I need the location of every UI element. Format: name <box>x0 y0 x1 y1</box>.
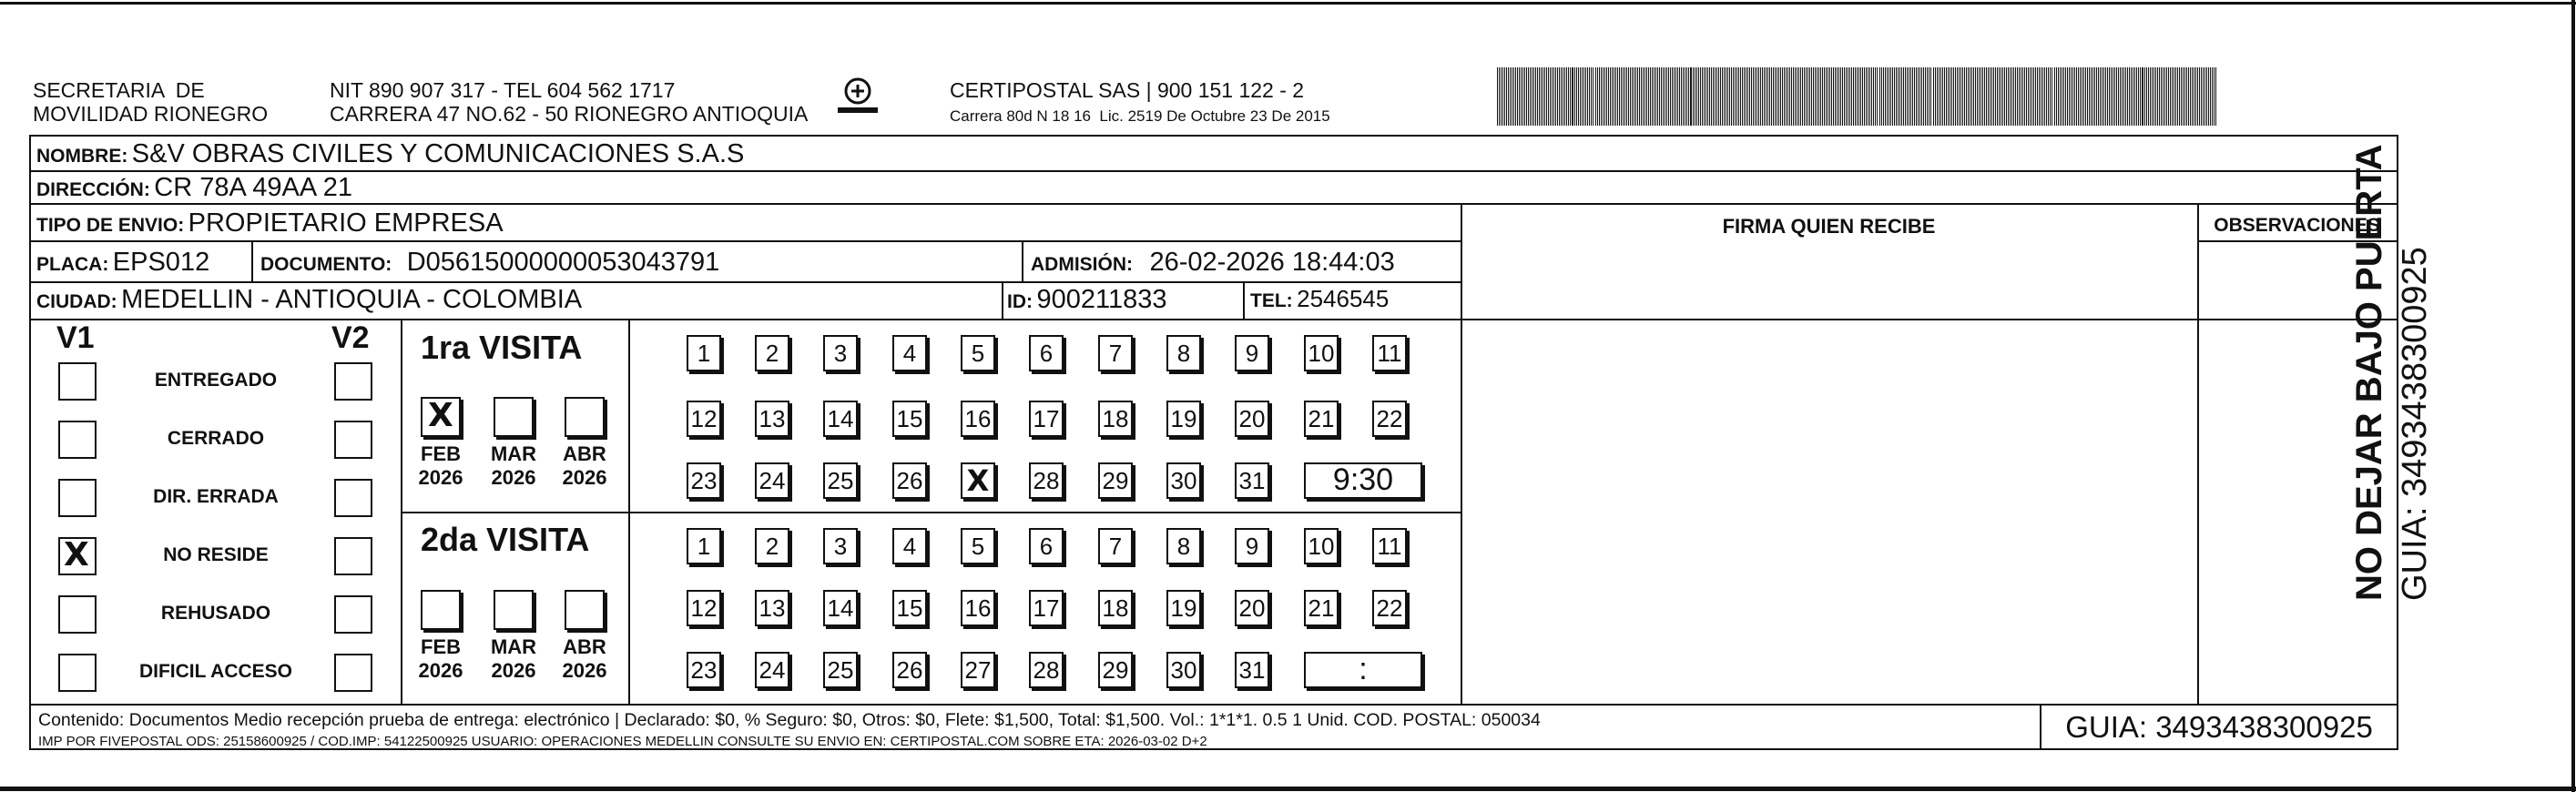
first-visit-day-box[interactable]: 26 <box>892 462 927 499</box>
v1-checkbox[interactable] <box>58 537 97 575</box>
admision-field <box>1031 248 1395 278</box>
side-warning: NO DEJAR BAJO PUERTA <box>2349 144 2389 601</box>
second-visit-day-box[interactable]: 24 <box>755 652 789 688</box>
documento-label: DOCUMENTO: <box>260 254 392 275</box>
first-visit-day-box[interactable]: 1 <box>687 335 721 371</box>
first-visit-month-box[interactable] <box>421 397 461 437</box>
direccion-field <box>36 173 352 203</box>
second-visit-day-box[interactable]: 13 <box>755 590 789 626</box>
second-visit-day-box[interactable]: 8 <box>1166 528 1201 564</box>
month-year: 2026 <box>562 659 607 682</box>
tel-value: 2546545 <box>1297 285 1390 312</box>
first-visit-day-box[interactable]: 5 <box>961 335 995 371</box>
second-visit-day-box[interactable]: 19 <box>1166 590 1201 626</box>
second-visit-day-box[interactable]: 1 <box>687 528 721 564</box>
id-field <box>1007 285 1166 315</box>
month-name: MAR <box>490 442 537 465</box>
v1-checkbox[interactable] <box>58 654 97 692</box>
first-visit-day-box[interactable]: 28 <box>1029 462 1064 499</box>
second-visit-month-label <box>409 635 473 683</box>
second-visit-time-box[interactable]: : <box>1304 652 1422 688</box>
first-visit-day-box[interactable]: 22 <box>1372 401 1407 437</box>
first-visit-day-box[interactable]: 15 <box>892 401 927 437</box>
nit-line: NIT 890 907 317 - TEL 604 562 1717 <box>330 78 676 102</box>
nombre-field <box>36 139 744 169</box>
carrier-line: CERTIPOSTAL SAS | 900 151 122 - 2 <box>950 78 1305 102</box>
second-visit-day-box[interactable]: 14 <box>823 590 858 626</box>
first-visit-day-box[interactable]: 25 <box>823 462 858 499</box>
second-visit-day-box[interactable]: 12 <box>687 590 721 626</box>
v2-checkbox[interactable] <box>334 537 372 575</box>
check-mark: X <box>64 536 89 574</box>
tipo-envio-field <box>36 208 504 239</box>
nombre-label: NOMBRE: <box>36 146 128 167</box>
v2-checkbox[interactable] <box>334 362 372 401</box>
first-visit-month-box[interactable] <box>494 397 534 437</box>
sender-line-1: SECRETARIA DE <box>33 78 205 102</box>
v2-checkbox[interactable] <box>334 421 372 459</box>
second-visit-day-box[interactable]: 2 <box>755 528 789 564</box>
second-visit-month-box[interactable] <box>565 590 605 630</box>
first-visit-day-box[interactable]: 14 <box>823 401 858 437</box>
observaciones-label: OBSERVACIONES <box>2214 215 2380 236</box>
id-label: ID: <box>1007 291 1033 312</box>
status-option-label: REHUSADO <box>160 603 271 624</box>
check-mark: X <box>966 463 990 498</box>
second-visit-day-box[interactable]: 22 <box>1372 590 1407 626</box>
status-option-label: CERRADO <box>167 428 265 449</box>
first-visit-day-box[interactable]: 9 <box>1235 335 1269 371</box>
month-name: FEB <box>421 442 461 465</box>
v1-checkbox[interactable] <box>58 595 97 634</box>
footer-content-line: Contenido: Documentos Medio recepción prueba de entrega: electrónico | Declarado: $0, % Seguro: $0, Otros: $0, Flete: $1,500, Total: $1,500. Vol.: 1*1*1. 0.5 1 Unid. COD. POSTAL: 050034 <box>38 710 1541 730</box>
check-mark: X <box>428 397 453 434</box>
month-name: FEB <box>421 635 461 658</box>
second-visit-day-box[interactable]: 10 <box>1304 528 1339 564</box>
second-visit-day-box[interactable]: 15 <box>892 590 927 626</box>
second-visit-title: 2da VISITA <box>421 521 590 558</box>
second-visit-day-box[interactable]: 26 <box>892 652 927 688</box>
placa-value: EPS012 <box>112 248 210 277</box>
firma-label: FIRMA QUIEN RECIBE <box>1722 215 1936 238</box>
status-option-label: DIR. ERRADA <box>153 486 279 507</box>
documento-value: D05615000000053043791 <box>406 248 720 277</box>
first-visit-day-box[interactable] <box>961 462 995 499</box>
second-visit-day-box[interactable]: 4 <box>892 528 927 564</box>
first-visit-month-label <box>553 442 616 490</box>
first-visit-day-box[interactable]: 20 <box>1235 401 1269 437</box>
first-visit-month-label <box>482 442 545 490</box>
month-year: 2026 <box>491 659 536 682</box>
second-visit-month-label <box>553 635 616 683</box>
first-visit-day-box[interactable]: 13 <box>755 401 789 437</box>
v1-label: V1 <box>56 320 95 355</box>
documento-field <box>260 248 719 278</box>
second-visit-day-box[interactable]: 23 <box>687 652 721 688</box>
direccion-value: CR 78A 49AA 21 <box>154 173 352 202</box>
month-year: 2026 <box>418 659 463 682</box>
carrier-address: Carrera 80d N 18 16 Lic. 2519 De Octubre 23 De 2015 <box>950 107 1330 125</box>
first-visit-time-box[interactable]: 9:30 <box>1304 462 1422 499</box>
first-visit-day-box[interactable]: 21 <box>1304 401 1339 437</box>
first-visit-day-box[interactable]: 4 <box>892 335 927 371</box>
second-visit-day-box[interactable]: 6 <box>1029 528 1064 564</box>
second-visit-day-box[interactable]: 31 <box>1235 652 1269 688</box>
ciudad-label: CIUDAD: <box>36 291 117 312</box>
first-visit-day-box[interactable]: 24 <box>755 462 789 499</box>
second-visit-day-box[interactable]: 16 <box>961 590 995 626</box>
first-visit-day-box[interactable]: 19 <box>1166 401 1201 437</box>
second-visit-day-box[interactable]: 29 <box>1098 652 1133 688</box>
admision-value: 26-02-2026 18:44:03 <box>1149 248 1395 277</box>
second-visit-day-box[interactable]: 21 <box>1304 590 1339 626</box>
month-year: 2026 <box>418 466 463 489</box>
second-visit-day-box[interactable]: 11 <box>1372 528 1407 564</box>
v2-label: V2 <box>331 320 370 355</box>
first-visit-day-box[interactable]: 2 <box>755 335 789 371</box>
footer-imp-line: IMP POR FIVEPOSTAL ODS: 25158600925 / COD.IMP: 54122500925 USUARIO: OPERACIONES MEDELLIN CONSULTE SU ENVIO EN: CERTIPOSTAL.COM SOBRE ETA: 2026-03-02 D+2 <box>38 734 1207 749</box>
address-line: CARRERA 47 NO.62 - 50 RIONEGRO ANTIOQUIA <box>330 102 809 126</box>
second-visit-day-box[interactable]: 25 <box>823 652 858 688</box>
sender-line-2: MOVILIDAD RIONEGRO <box>33 102 269 126</box>
v1-checkbox[interactable] <box>58 479 97 517</box>
first-visit-day-box[interactable]: 18 <box>1098 401 1133 437</box>
placa-field <box>36 248 209 278</box>
tipo-envio-label: TIPO DE ENVIO: <box>36 215 185 236</box>
first-visit-day-box[interactable]: 16 <box>961 401 995 437</box>
first-visit-day-box[interactable]: 10 <box>1304 335 1339 371</box>
first-visit-day-box[interactable]: 3 <box>823 335 858 371</box>
second-visit-day-box[interactable]: 30 <box>1166 652 1201 688</box>
first-visit-month-label <box>409 442 473 490</box>
month-year: 2026 <box>491 466 536 489</box>
second-visit-day-box[interactable]: 28 <box>1029 652 1064 688</box>
month-year: 2026 <box>562 466 607 489</box>
v2-checkbox[interactable] <box>334 479 372 517</box>
first-visit-day-box[interactable]: 23 <box>687 462 721 499</box>
ciudad-field <box>36 285 582 315</box>
second-visit-day-box[interactable]: 7 <box>1098 528 1133 564</box>
first-visit-title: 1ra VISITA <box>421 329 583 366</box>
month-name: ABR <box>563 635 606 658</box>
second-visit-month-box[interactable] <box>494 590 534 630</box>
second-visit-day-box[interactable]: 5 <box>961 528 995 564</box>
v1-checkbox[interactable] <box>58 362 97 401</box>
certipostal-logo <box>836 75 880 118</box>
tel-field <box>1250 285 1389 313</box>
month-name: MAR <box>490 635 537 658</box>
first-visit-day-box[interactable]: 31 <box>1235 462 1269 499</box>
second-visit-day-box[interactable]: 20 <box>1235 590 1269 626</box>
second-visit-day-box[interactable]: 3 <box>823 528 858 564</box>
v2-checkbox[interactable] <box>334 595 372 634</box>
first-visit-day-box[interactable]: 6 <box>1029 335 1064 371</box>
side-guia: GUIA: 3493438300925 <box>2396 247 2434 601</box>
direccion-label: DIRECCIÓN: <box>36 179 150 200</box>
status-option-label: NO RESIDE <box>163 544 269 565</box>
second-visit-day-box[interactable]: 17 <box>1029 590 1064 626</box>
first-visit-day-box[interactable]: 30 <box>1166 462 1201 499</box>
first-visit-day-box[interactable]: 29 <box>1098 462 1133 499</box>
first-visit-day-box[interactable]: 7 <box>1098 335 1133 371</box>
month-name: ABR <box>563 442 606 465</box>
second-visit-day-box[interactable]: 27 <box>961 652 995 688</box>
first-visit-day-box[interactable]: 8 <box>1166 335 1201 371</box>
second-visit-day-box[interactable]: 9 <box>1235 528 1269 564</box>
first-visit-day-box[interactable]: 12 <box>687 401 721 437</box>
tel-label: TEL: <box>1250 290 1293 311</box>
status-option-label: ENTREGADO <box>154 370 278 391</box>
footer-guia-box: GUIA: 3493438300925 <box>2065 710 2373 744</box>
ciudad-value: MEDELLIN - ANTIOQUIA - COLOMBIA <box>121 285 583 314</box>
v1-checkbox[interactable] <box>58 421 97 459</box>
first-visit-day-box[interactable]: 11 <box>1372 335 1407 371</box>
placa-label: PLACA: <box>36 254 109 275</box>
nombre-value: S&V OBRAS CIVILES Y COMUNICACIONES S.A.S <box>131 139 745 168</box>
id-value: 900211833 <box>1036 285 1167 314</box>
admision-label: ADMISIÓN: <box>1031 254 1133 275</box>
first-visit-day-box[interactable]: 17 <box>1029 401 1064 437</box>
tipo-envio-value: PROPIETARIO EMPRESA <box>188 208 504 238</box>
second-visit-month-label <box>482 635 545 683</box>
second-visit-month-box[interactable] <box>421 590 461 630</box>
v2-checkbox[interactable] <box>334 654 372 692</box>
barcode <box>1497 67 2220 126</box>
second-visit-day-box[interactable]: 18 <box>1098 590 1133 626</box>
first-visit-month-box[interactable] <box>565 397 605 437</box>
status-option-label: DIFICIL ACCESO <box>138 661 292 682</box>
